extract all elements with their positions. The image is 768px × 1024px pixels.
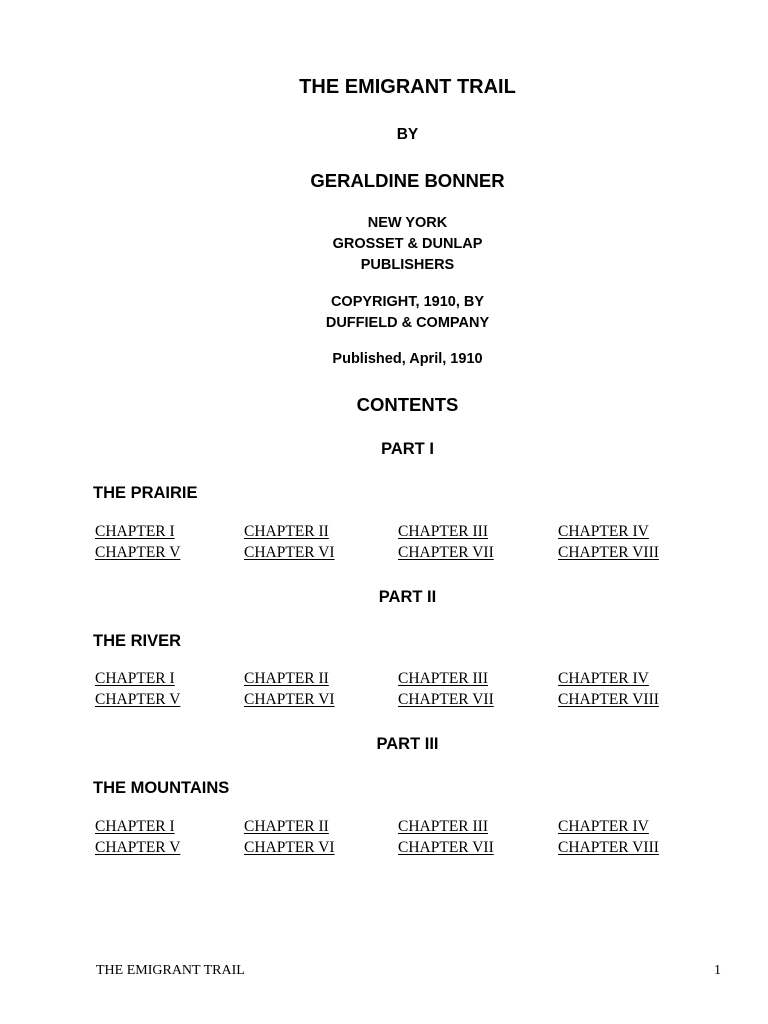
chapter-row — [95, 838, 695, 859]
chapter-row — [95, 817, 695, 838]
chapter-row — [95, 543, 695, 564]
chapter-link[interactable]: CHAPTER VIII — [558, 839, 659, 856]
chapter-link[interactable]: CHAPTER VII — [398, 691, 494, 708]
chapter-grid — [95, 669, 695, 711]
chapter-link[interactable]: CHAPTER V — [95, 691, 181, 708]
chapter-row — [95, 669, 695, 690]
section-title: THE RIVER — [93, 632, 182, 650]
chapter-link[interactable]: CHAPTER VI — [244, 839, 335, 856]
chapter-link[interactable]: CHAPTER II — [244, 670, 329, 687]
part-label: PART III — [376, 735, 439, 753]
part-label: PART II — [378, 588, 437, 606]
chapter-link[interactable]: CHAPTER VII — [398, 839, 494, 856]
copyright-line: COPYRIGHT, 1910, BY — [330, 294, 485, 310]
book-title: THE EMIGRANT TRAIL — [299, 76, 516, 98]
chapter-link[interactable]: CHAPTER III — [398, 818, 488, 835]
chapter-link[interactable]: CHAPTER III — [398, 670, 488, 687]
published-date: Published, April, 1910 — [332, 351, 483, 367]
chapter-link[interactable]: CHAPTER V — [95, 839, 181, 856]
footer-running-title: THE EMIGRANT TRAIL — [96, 963, 245, 978]
chapter-link[interactable]: CHAPTER III — [398, 523, 488, 540]
chapter-link[interactable]: CHAPTER VII — [398, 544, 494, 561]
chapter-row — [95, 522, 695, 543]
publisher-line: GROSSET & DUNLAP — [332, 236, 483, 252]
chapter-link[interactable]: CHAPTER VIII — [558, 691, 659, 708]
by-line: BY — [396, 126, 419, 143]
chapter-link[interactable]: CHAPTER I — [95, 523, 175, 540]
chapter-link[interactable]: CHAPTER II — [244, 818, 329, 835]
chapter-link[interactable]: CHAPTER IV — [558, 523, 649, 540]
chapter-link[interactable]: CHAPTER V — [95, 544, 181, 561]
page-number: 1 — [714, 963, 721, 978]
section-title: THE PRAIRIE — [93, 484, 198, 502]
publisher-line: PUBLISHERS — [360, 257, 455, 273]
chapter-link[interactable]: CHAPTER VI — [244, 691, 335, 708]
chapter-link[interactable]: CHAPTER I — [95, 818, 175, 835]
chapter-link[interactable]: CHAPTER VI — [244, 544, 335, 561]
chapter-link[interactable]: CHAPTER I — [95, 670, 175, 687]
chapter-link[interactable]: CHAPTER II — [244, 523, 329, 540]
section-title: THE MOUNTAINS — [93, 779, 230, 797]
chapter-link[interactable]: CHAPTER VIII — [558, 544, 659, 561]
chapter-link[interactable]: CHAPTER IV — [558, 818, 649, 835]
chapter-grid — [95, 817, 695, 859]
publisher-block — [0, 213, 768, 276]
copyright-block — [0, 292, 768, 334]
author-name: GERALDINE BONNER — [310, 170, 505, 191]
chapter-link[interactable]: CHAPTER IV — [558, 670, 649, 687]
chapter-row — [95, 690, 695, 711]
chapter-grid — [95, 522, 695, 564]
contents-heading: CONTENTS — [356, 394, 459, 415]
copyright-line: DUFFIELD & COMPANY — [325, 315, 490, 331]
publisher-line: NEW YORK — [367, 215, 448, 231]
part-label: PART I — [381, 440, 434, 458]
